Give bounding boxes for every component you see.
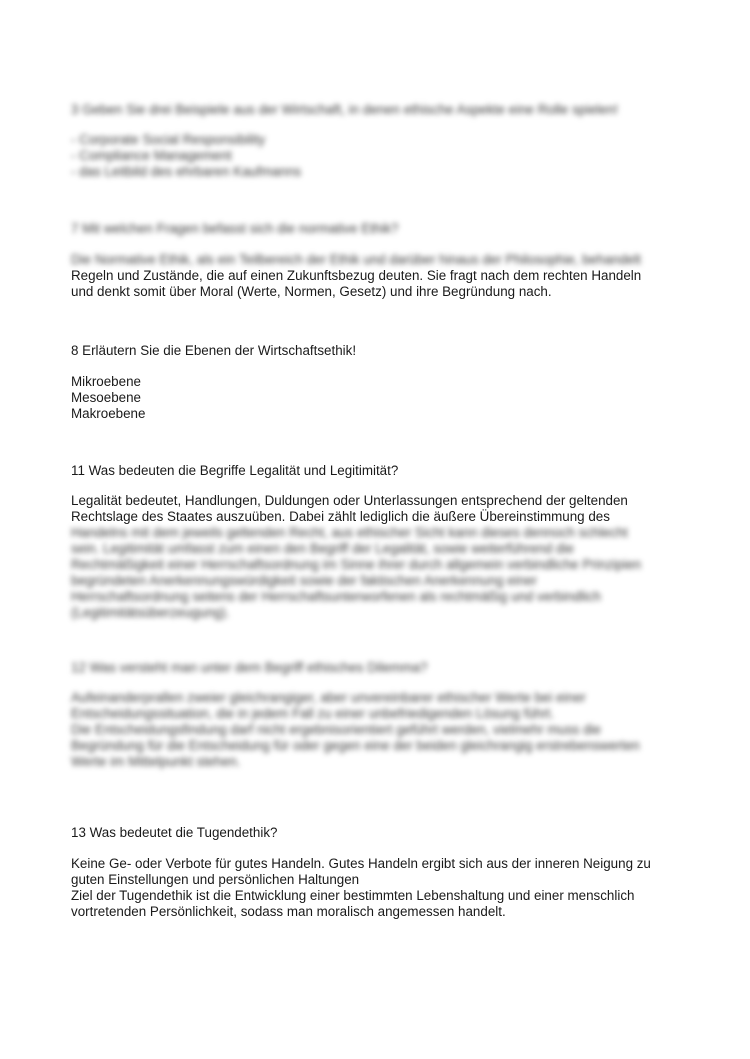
list-item: Mikroebene: [71, 374, 141, 389]
answer-line: und denkt somit über Moral (Werte, Normen, Gesetz) und ihre Begründung nach.: [71, 284, 552, 299]
list-item: - Compliance Management: [71, 148, 232, 163]
answer-line: begründeten Anerkennungswürdigkeit sowie der faktischen Anerkennung einer: [71, 573, 538, 588]
list-item: Mesoebene: [71, 390, 141, 405]
list-item: Makroebene: [71, 406, 146, 421]
q8-answer-list: [71, 374, 691, 422]
q13-section: [71, 825, 691, 841]
answer-line: Rechtslage des Staates auszuüben. Dabei zählt lediglich die äußere Übereinstimmung des: [71, 509, 610, 524]
q12-section: [71, 660, 691, 676]
q12-answer: [71, 690, 691, 770]
answer-line: Keine Ge- oder Verbote für gutes Handeln. Gutes Handeln ergibt sich aus der inneren Neigung zu: [71, 856, 651, 871]
answer-line: Regeln und Zustände, die auf einen Zukunftsbezug deuten. Sie fragt nach dem rechten Handeln: [71, 268, 642, 283]
answer-line: Handelns mit dem jeweils geltenden Recht, aus ethischer Sicht kann dieses dennoch schlecht: [71, 525, 628, 540]
q8-question: 8 Erläutern Sie die Ebenen der Wirtschaftsethik!: [71, 343, 357, 358]
q7-question: 7 Mit welchen Fragen befasst sich die normative Ethik?: [71, 221, 399, 236]
answer-line: Entscheidungssituation, die in jedem Fall zu einer unbefriedigenden Lösung führt.: [71, 706, 555, 721]
answer-line: Ziel der Tugendethik ist die Entwicklung einer bestimmten Lebenshaltung und einer menschlich: [71, 888, 635, 903]
answer-line: sein. Legitimität umfasst zum einen den Begriff der Legalität, sowie weiterführend die: [71, 541, 574, 556]
q13-answer: [71, 856, 691, 920]
q11-answer: [71, 493, 691, 621]
q11-question: 11 Was bedeuten die Begriffe Legalität und Legitimität?: [71, 463, 399, 478]
q13-question: 13 Was bedeutet die Tugendethik?: [71, 825, 278, 840]
q8-section: [71, 343, 691, 359]
q12-question: 12 Was versteht man unter dem Begriff ethisches Dilemma?: [71, 660, 428, 675]
answer-line: Die Entscheidungsfindung darf nicht ergebnisorientiert geführt werden, vielmehr muss die: [71, 722, 601, 737]
q3-section: [71, 102, 691, 118]
answer-line: Begründung für die Entscheidung für oder gegen eine der beiden gleichrangig erstrebenswerten: [71, 738, 640, 753]
list-item: - das Leitbild des ehrbaren Kaufmanns: [71, 164, 302, 179]
list-item: - Corporate Social Responsibility: [71, 132, 266, 147]
answer-line: vortretenden Persönlichkeit, sodass man moralisch angemessen handelt.: [71, 904, 506, 919]
answer-line: (Legitimitätsüberzeugung).: [71, 605, 230, 620]
q3-question: 3 Geben Sie drei Beispiele aus der Wirtschaft, in denen ethische Aspekte eine Rolle spielen!: [71, 102, 619, 117]
answer-line: Aufeinanderprallen zweier gleichrangiger, aber unvereinbarer ethischer Werte bei einer: [71, 690, 586, 705]
q3-answer-list: [71, 132, 691, 180]
answer-line: Die Normative Ethik, als ein Teilbereich der Ethik und darüber hinaus der Philosophie, behandelt: [71, 252, 641, 267]
answer-line: Werte im Mittelpunkt stehen.: [71, 754, 241, 769]
q7-section: [71, 221, 691, 237]
q7-answer: [71, 252, 691, 300]
answer-line: Herrschaftsordnung seitens der Herrschaftsunterworfenen als rechtmäßig und verbindlich: [71, 589, 601, 604]
q11-section: [71, 463, 691, 479]
answer-line: Legalität bedeutet, Handlungen, Duldungen oder Unterlassungen entsprechend der geltenden: [71, 493, 628, 508]
answer-line: Rechtmäßigkeit einer Herrschaftsordnung im Sinne ihrer durch allgemein verbindliche Prinzipien: [71, 557, 642, 572]
answer-line: guten Einstellungen und persönlichen Haltungen: [71, 872, 360, 887]
